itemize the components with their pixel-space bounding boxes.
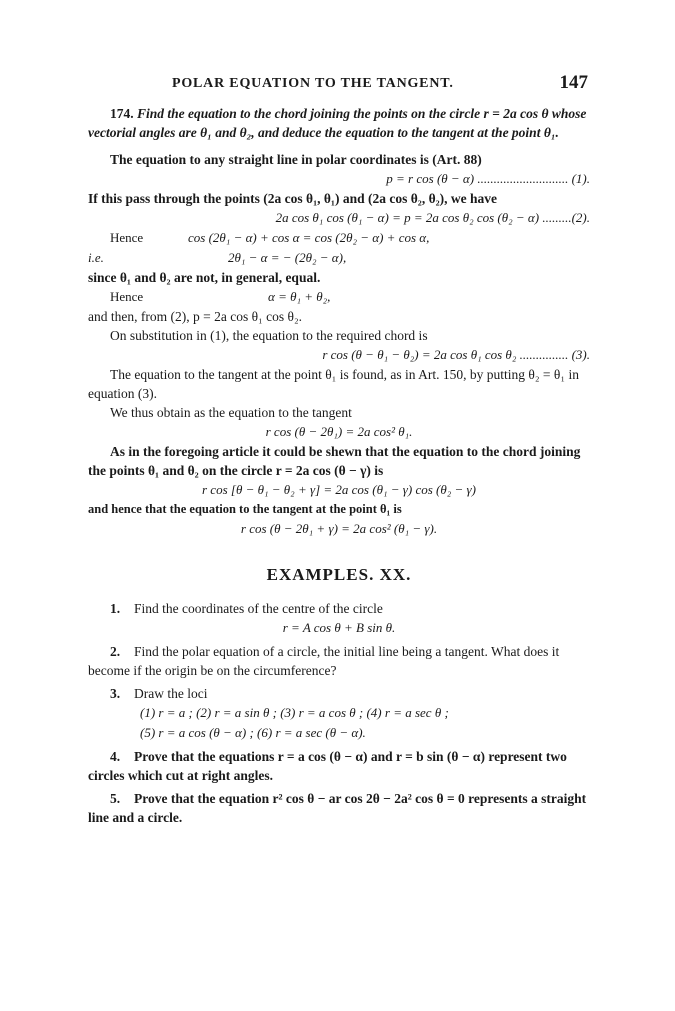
page-number: 147: [559, 72, 588, 93]
example-1-text: Find the coordinates of the centre of the circle: [134, 601, 383, 616]
paragraph-6: The equation to the tangent at the point θ₁ is found, as in Art. 150, by putting θ₂ = θ₁ in equation (3).: [88, 367, 579, 401]
paragraph-2: If this pass through the points (2a cos θ₁, θ₁) and (2a cos θ₂, θ₂), we have: [88, 191, 498, 206]
example-3-text: Draw the loci: [134, 686, 208, 701]
equation-2: [88, 208, 590, 228]
running-title: POLAR EQUATION TO THE TANGENT.: [172, 76, 454, 91]
equation-5-row: [88, 287, 590, 307]
hence-label-2: Hence: [110, 289, 144, 304]
example-1-number: 1.: [110, 601, 121, 616]
example-5-number: 5.: [110, 791, 121, 806]
paragraph-7: We thus obtain as the equation to the tangent: [110, 405, 352, 420]
example-4: [88, 747, 590, 785]
example-3: [88, 684, 590, 703]
example-1-equation: r = A cos θ + B sin θ.: [282, 620, 396, 635]
equation-3: cos (2θ₁ − α) + cos α = cos (2θ₂ − α) + cos α,: [188, 230, 430, 245]
hence-label: Hence: [110, 230, 144, 245]
article-problem: [88, 104, 590, 142]
example-3-loci-line-2: (5) r = a cos (θ − α) ; (6) r = a sec (θ − α).: [140, 725, 366, 740]
example-5: [88, 789, 590, 827]
equation-9: r cos (θ − 2θ₁ + γ) = 2a cos² (θ₁ − γ).: [240, 521, 438, 536]
example-2-number: 2.: [110, 644, 121, 659]
ie-label: i.e.: [88, 250, 104, 265]
equation-6: [88, 345, 590, 365]
example-3-number: 3.: [110, 686, 121, 701]
example-2: [88, 642, 590, 680]
examples-heading: EXAMPLES. XX.: [266, 565, 412, 584]
paragraph-3: since θ₁ and θ₂ are not, in general, equal.: [88, 270, 321, 285]
running-head: [88, 72, 590, 98]
example-3-loci-line-1: (1) r = a ; (2) r = a sin θ ; (3) r = a cos θ ; (4) r = a sec θ ;: [140, 705, 449, 720]
examples-list: [88, 599, 590, 827]
paragraph-4: and then, from (2), p = 2a cos θ₁ cos θ₂.: [88, 309, 303, 324]
equation-8: r cos [θ − θ₁ − θ₂ + γ] = 2a cos (θ₁ − γ) cos (θ₂ − γ): [202, 482, 476, 497]
book-page: [88, 72, 590, 827]
equation-5: α = θ₁ + θ₂,: [268, 289, 331, 304]
example-5-text: Prove that the equation r² cos θ − ar cos 2θ − 2a² cos θ = 0 represents a straight line and a circle.: [88, 791, 587, 825]
article-number: 174.: [110, 106, 134, 121]
example-2-text: Find the polar equation of a circle, the initial line being a tangent. What does it become if the origin be on the circumference?: [88, 644, 560, 678]
example-1: [88, 599, 590, 618]
example-4-text: Prove that the equations r = a cos (θ − α) and r = b sin (θ − α) represent two circles which cut at right angles.: [88, 749, 567, 783]
equation-6-text: r cos (θ − θ₁ − θ₂) = 2a cos θ₁ cos θ₂ ............... (3).: [322, 347, 590, 362]
equation-1-text: p = r cos (θ − α) ............................ (1).: [386, 171, 590, 186]
example-4-number: 4.: [110, 749, 121, 764]
equation-2-text: 2a cos θ₁ cos (θ₁ − α) = p = 2a cos θ₂ cos (θ₂ − α) .........(2).: [275, 210, 590, 225]
equation-4-row: [88, 248, 590, 268]
equation-1: [88, 169, 590, 189]
equation-4: 2θ₁ − α = − (2θ₂ − α),: [228, 250, 347, 265]
paragraph-8: As in the foregoing article it could be shewn that the equation to the chord joining the points θ₁ and θ₂ on the circle r = 2a cos (θ − γ) is: [88, 444, 581, 478]
equation-3-row: [88, 228, 590, 248]
paragraph-5: On substitution in (1), the equation to the required chord is: [110, 328, 428, 343]
problem-statement: Find the equation to the chord joining the points on the circle r = 2a cos θ whose vectorial angles are θ₁ and θ₂, and deduce the equation to the tangent at the point θ₁.: [88, 106, 587, 140]
paragraph-1: The equation to any straight line in polar coordinates is (Art. 88): [110, 152, 482, 167]
paragraph-9: and hence that the equation to the tangent at the point θ₁ is: [88, 502, 402, 516]
equation-7: r cos (θ − 2θ₁) = 2a cos² θ₁.: [265, 424, 413, 439]
